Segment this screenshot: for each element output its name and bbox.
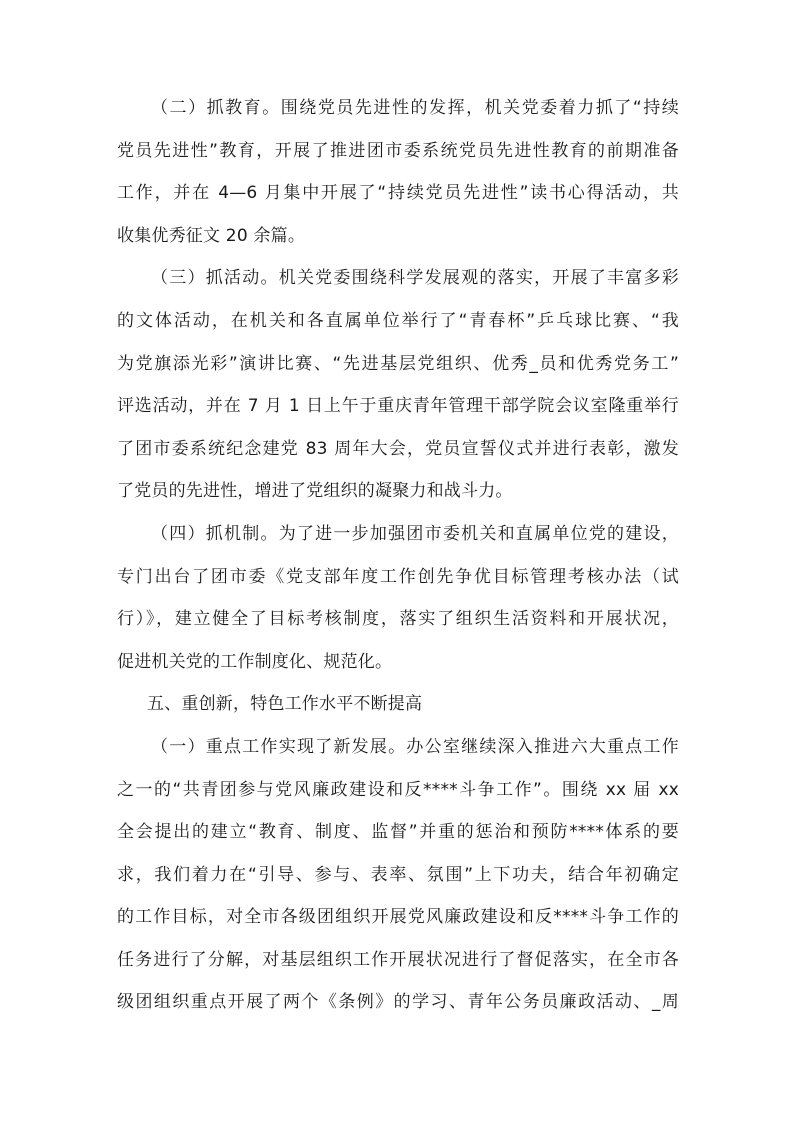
text-line: （三）抓活动。机关党委围绕科学发展观的落实，开展了丰富多彩 <box>151 268 679 289</box>
text-line: 了党员的先进性，增进了党组织的凝聚力和战斗力。 <box>117 481 513 502</box>
text-line: 求，我们着力在“引导、参与、表率、氛围”上下功夫，结合年初确定 <box>117 864 679 885</box>
text-line: 评选活动，并在 7 月 1 日上午于重庆青年管理干部学院会议室隆重举行 <box>117 396 679 417</box>
text-line: 全会提出的建立“教育、制度、监督”并重的惩治和预防****体系的要 <box>117 822 679 843</box>
paragraph-activities <box>117 270 679 500</box>
text-line: （四）抓机制。为了进一步加强团市委机关和直属单位党的建设， <box>151 523 679 544</box>
text-line: 之一的“共青团参与党风廉政建设和反****斗争工作”。围绕 xx 届 xx <box>117 779 679 800</box>
text-line: 任务进行了分解，对基层组织工作开展状况进行了督促落实，在全市各 <box>117 949 679 970</box>
paragraph-mechanism <box>117 523 679 672</box>
text-line: 专门出台了团市委《党支部年度工作创先争优目标管理考核办法（试 <box>117 566 679 587</box>
text-line: 的工作目标，对全市各级团组织开展党风廉政建设和反****斗争工作的 <box>117 907 679 928</box>
document-page <box>117 100 679 1037</box>
text-line: 为党旗添光彩”演讲比赛、“先进基层党组织、优秀_员和优秀党务工” <box>117 353 679 374</box>
text-line: 促进机关党的工作制度化、规范化。 <box>117 651 393 672</box>
text-line: （二）抓教育。围绕党员先进性的发挥，机关党委着力抓了“持续 <box>151 98 679 118</box>
text-line: 的文体活动，在机关和各直属单位举行了“青春杯”乒乓球比赛、“我 <box>117 310 679 331</box>
text-line: 了团市委系统纪念建党 83 周年大会，党员宣誓仪式并进行表彰，激发 <box>117 438 679 459</box>
text-line: 工作，并在 4—6 月集中开展了“持续党员先进性”读书心得活动，共 <box>117 183 679 204</box>
paragraph-education <box>117 100 679 245</box>
text-line: 收集优秀征文 20 余篇。 <box>117 225 306 246</box>
text-line: 级团组织重点开展了两个《条例》的学习、青年公务员廉政活动、_周 <box>117 992 679 1013</box>
text-line: （一）重点工作实现了新发展。办公室继续深入推进六大重点工作 <box>151 736 679 757</box>
text-line: 党员先进性”教育，开展了推进团市委系统党员先进性教育的前期准备 <box>117 140 679 161</box>
section-heading <box>117 696 679 713</box>
text-line: 行）》，建立健全了目标考核制度，落实了组织生活资料和开展状况， <box>117 609 679 630</box>
heading-text: 五、重创新，特色工作水平不断提高 <box>147 694 423 715</box>
paragraph-key-work <box>117 736 679 1013</box>
